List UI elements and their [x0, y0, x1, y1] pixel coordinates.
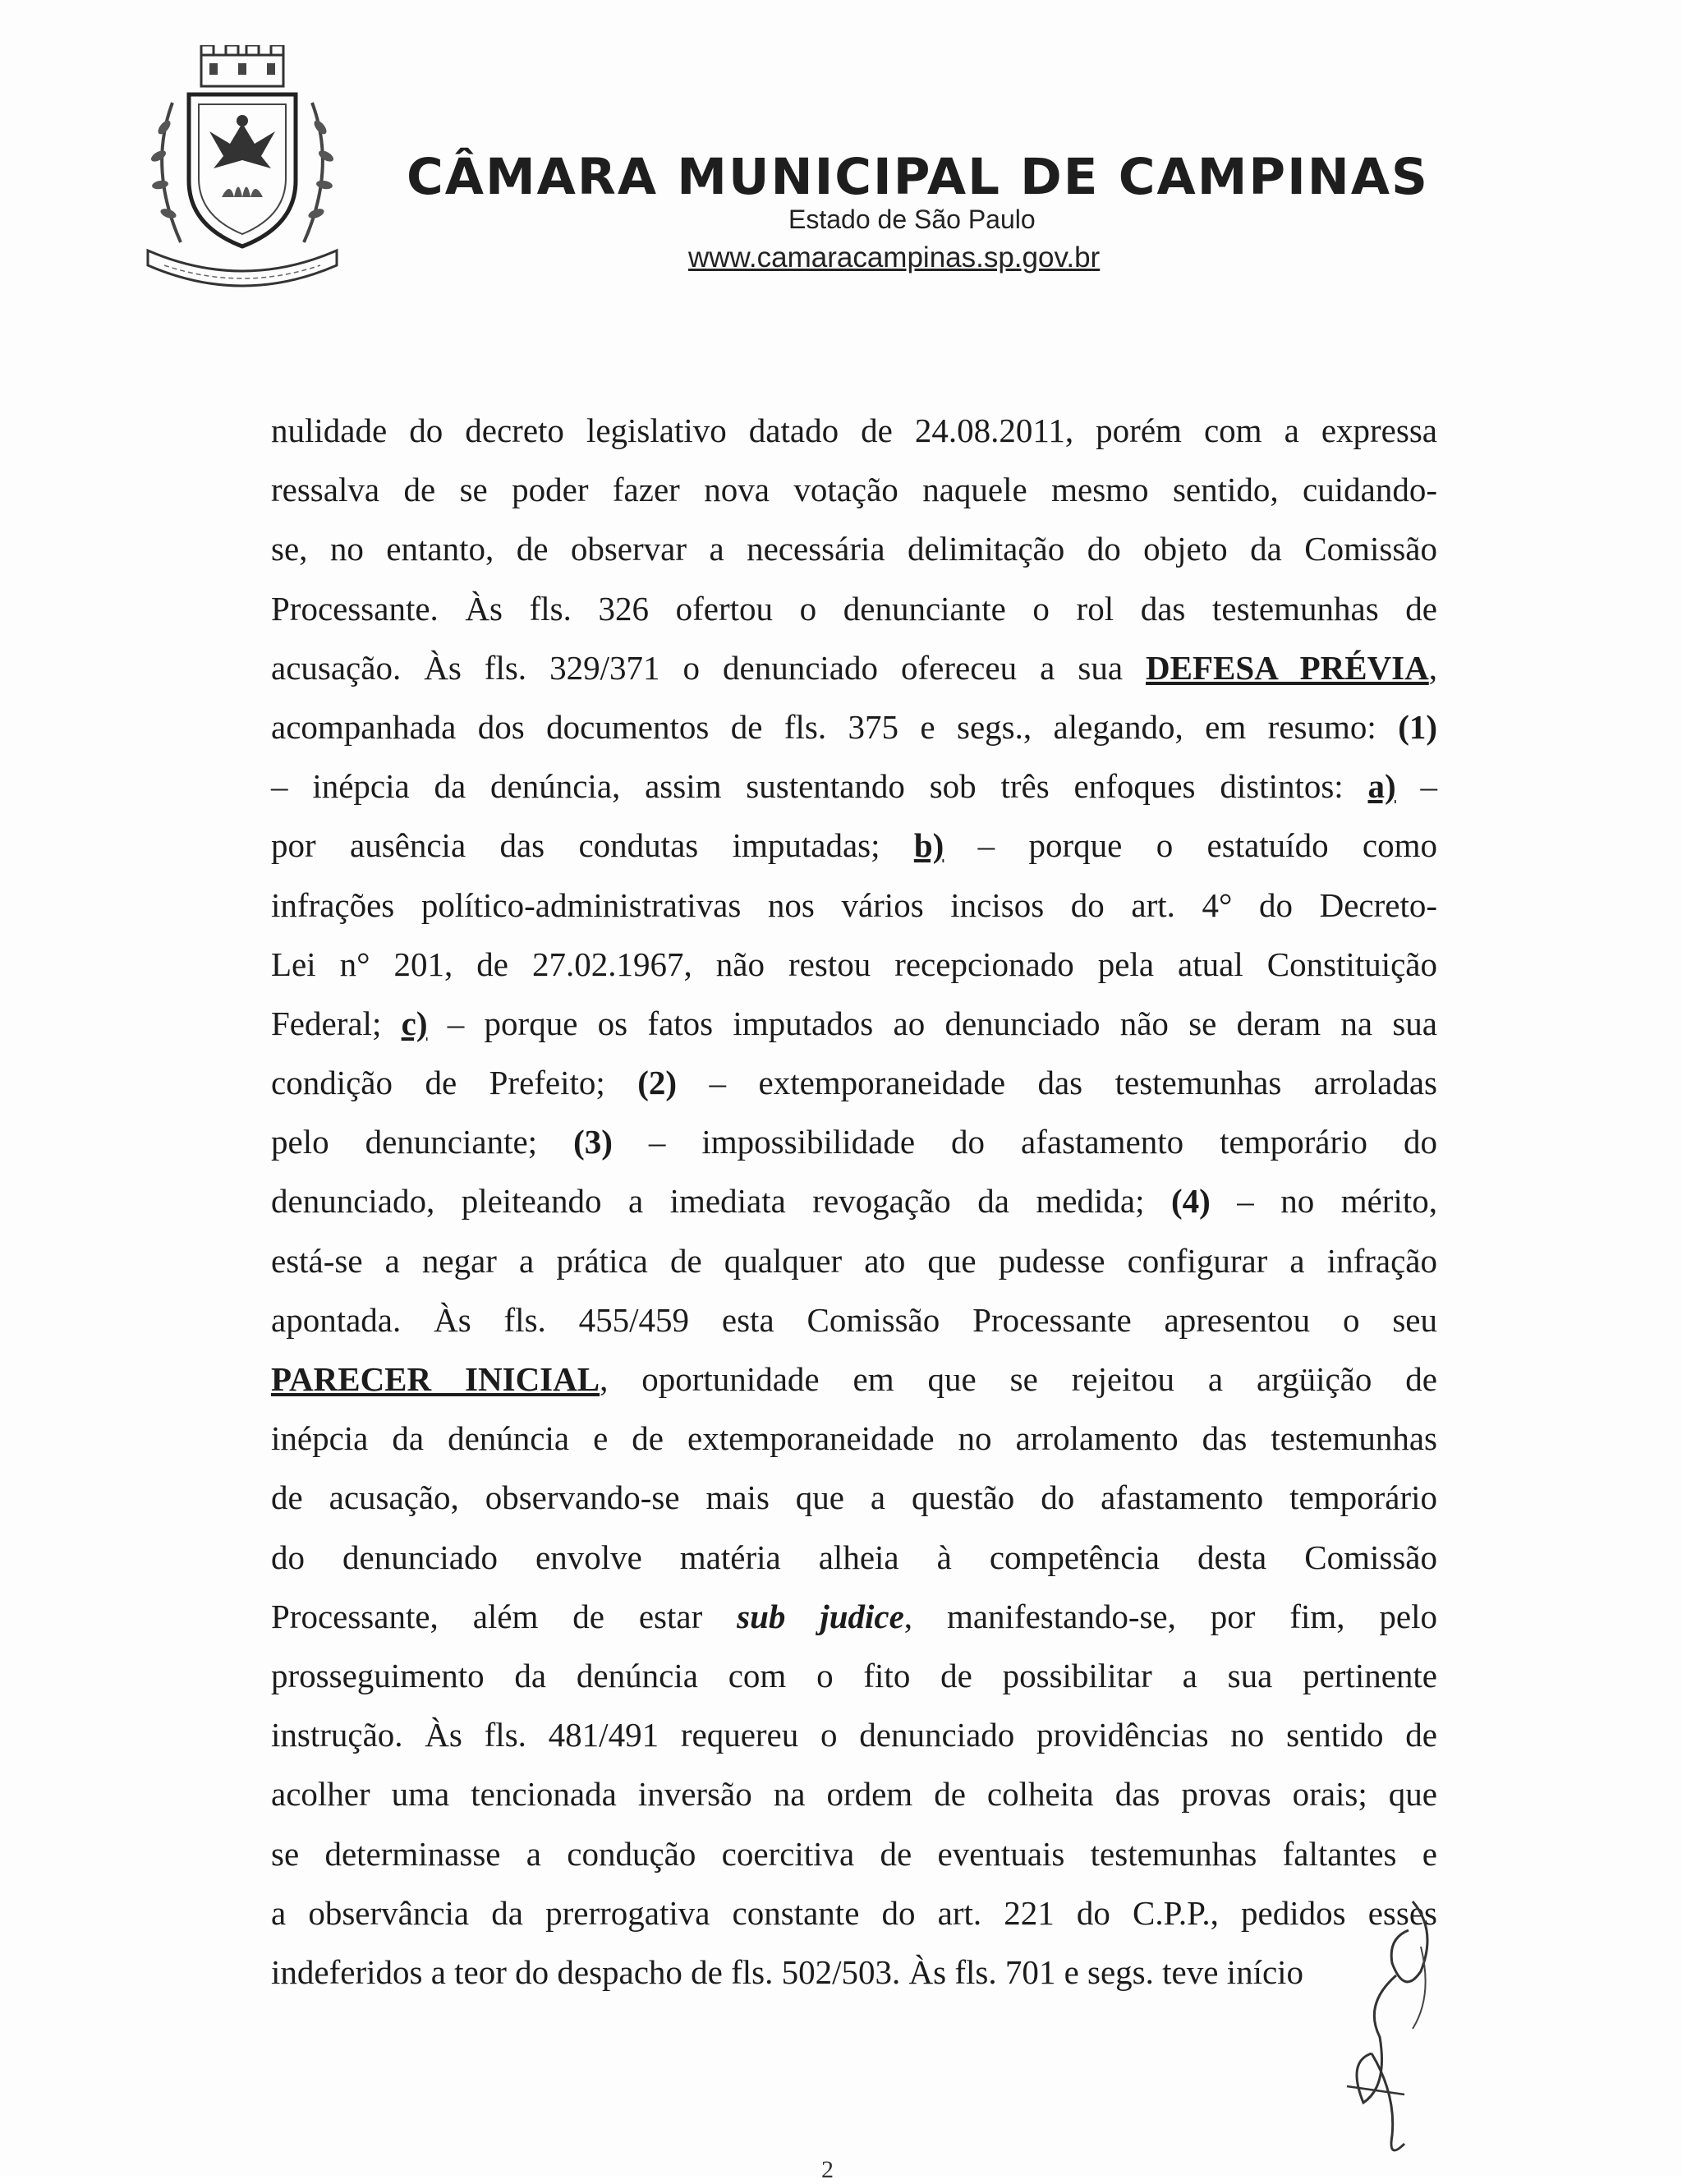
header-url[interactable]: www.camaracampinas.sp.gov.br: [688, 241, 1101, 274]
body-line-12: condição de Prefeito; (2) – extemporaneidade das testemunhas arroladas: [271, 1064, 1437, 1102]
body-line-8: por ausência das condutas imputadas; b) – porque o estatuído como: [271, 826, 1438, 865]
body-line-4: Processante. Às fls. 326 ofertou o denunciante o rol das testemunhas de: [271, 589, 1437, 628]
body-line-19: de acusação, observando-se mais que a questão do afastamento temporário: [271, 1478, 1437, 1517]
body-line-22: prosseguimento da denúncia com o fito de possibilitar a sua pertinente: [271, 1656, 1437, 1694]
body-line-1: nulidade do decreto legislativo datado de 24.08.2011, porém com a expressa: [271, 412, 1437, 449]
document-body: [271, 401, 1437, 2002]
municipal-coat-of-arms-icon: [131, 45, 353, 292]
body-line-16: apontada. Às fls. 455/459 esta Comissão Processante apresentou o seu: [271, 1300, 1437, 1339]
body-line-9: infrações político-administrativas nos vários incisos do art. 4° do Decreto-: [271, 885, 1437, 924]
body-line-18: inépcia da denúncia e de extemporaneidade no arrolamento das testemunhas: [271, 1419, 1437, 1458]
body-line-3: se, no entanto, de observar a necessária delimitação do objeto da Comissão: [271, 530, 1437, 568]
body-line-26: a observância da prerrogativa constante do art. 221 do C.P.P., pedidos esses: [271, 1893, 1437, 1932]
header-title: CÂMARA MUNICIPAL DE CAMPINAS: [407, 148, 1429, 206]
body-line-13: pelo denunciante; (3) – impossibilidade do afastamento temporário do: [271, 1123, 1437, 1161]
body-line-10: Lei n° 201, de 27.02.1967, não restou recepcionado pela atual Constituição: [271, 945, 1437, 983]
sub-judice-term: sub judice: [737, 1597, 904, 1635]
defesa-previa-heading: DEFESA PRÉVIA: [1146, 648, 1429, 687]
body-line-2: ressalva de se poder fazer nova votação naquele mesmo sentido, cuidando-: [271, 471, 1437, 509]
parecer-inicial-heading: PARECER INICIAL: [271, 1360, 600, 1398]
body-line-11: Federal; c) – porque os fatos imputados ao denunciado não se deram na sua: [271, 1004, 1438, 1042]
body-line-20: do denunciado envolve matéria alheia à competência desta Comissão: [271, 1538, 1437, 1576]
body-line-23: instrução. Às fls. 481/491 requereu o denunciado providências no sentido de: [271, 1716, 1437, 1754]
header-state: Estado de São Paulo: [788, 205, 1036, 234]
body-line-6: acompanhada dos documentos de fls. 375 e segs., alegando, em resumo: (1): [271, 707, 1437, 746]
body-line-24: acolher uma tencionada inversão na ordem de colheita das provas orais; que: [271, 1775, 1437, 1814]
page-number: 2: [821, 2156, 834, 2183]
body-line-21: Processante, além de estar sub judice, manifestando-se, por fim, pelo: [271, 1597, 1437, 1635]
body-line-5: acusação. Às fls. 329/371 o denunciado ofereceu a sua DEFESA PRÉVIA,: [271, 648, 1437, 687]
body-line-7: – inépcia da denúncia, assim sustentando sob três enfoques distintos: a) –: [271, 767, 1438, 806]
body-line-17: PARECER INICIAL, oportunidade em que se rejeitou a argüição de: [271, 1360, 1437, 1398]
body-line-27: indeferidos a teor do despacho de fls. 502/503. Às fls. 701 e segs. teve início: [271, 1952, 1304, 1991]
body-line-15: está-se a negar a prática de qualquer ato que pudesse configurar a infração: [271, 1241, 1437, 1280]
body-line-25: se determinasse a condução coercitiva de eventuais testemunhas faltantes e: [271, 1834, 1437, 1873]
handwritten-signature-icon: [1314, 1897, 1445, 2168]
body-line-14: denunciado, pleiteando a imediata revogação da medida; (4) – no mérito,: [271, 1182, 1437, 1221]
